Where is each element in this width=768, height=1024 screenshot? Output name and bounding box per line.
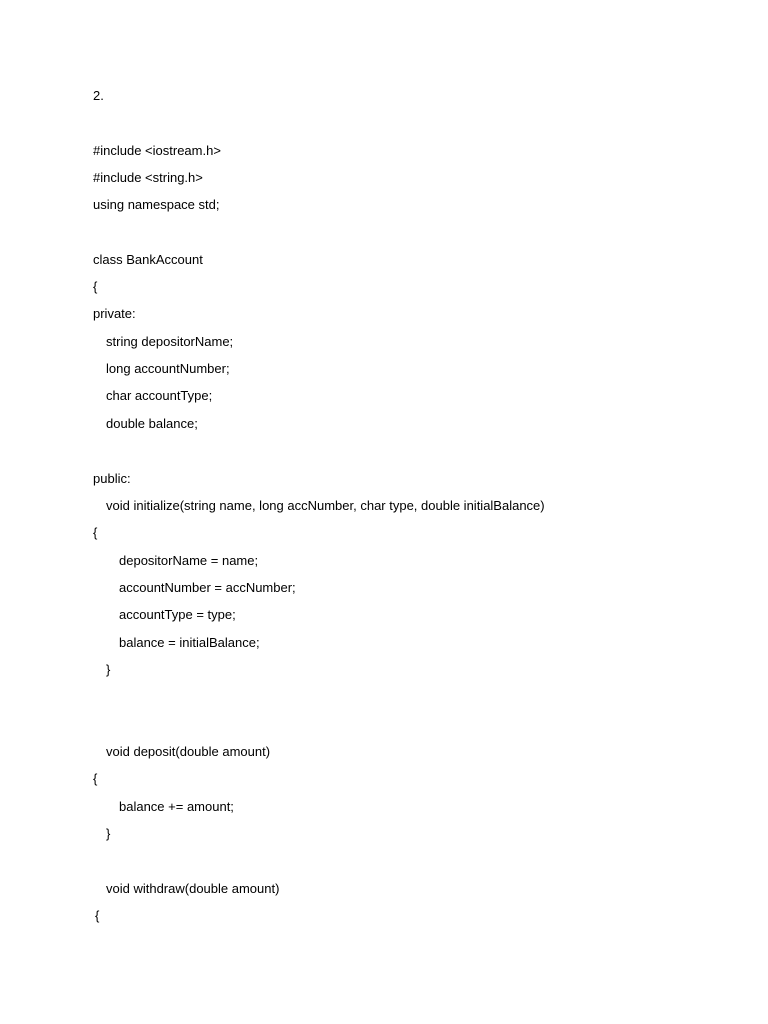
code-line-class-declaration: class BankAccount — [93, 252, 203, 267]
code-line-deposit-signature: void deposit(double amount) — [106, 744, 271, 759]
code-line-private-label: private: — [93, 306, 136, 321]
code-line-withdraw-open-brace: { — [95, 908, 100, 923]
code-line-initialize-signature: void initialize(string name, long accNumber, char type, double initialBalance) — [106, 498, 545, 513]
code-line-assign-balance: balance = initialBalance; — [119, 635, 260, 650]
code-line-withdraw-signature: void withdraw(double amount) — [106, 881, 280, 896]
code-line-assign-account-type: accountType = type; — [119, 607, 236, 622]
code-line-using-namespace: using namespace std; — [93, 197, 220, 212]
code-line-include-string: #include <string.h> — [93, 170, 203, 185]
code-line-deposit-body: balance += amount; — [119, 799, 234, 814]
code-line-depositor-name: string depositorName; — [106, 334, 234, 349]
code-line-deposit-close-brace: } — [106, 826, 111, 841]
code-line-public-label: public: — [93, 471, 131, 486]
code-line-include-iostream: #include <iostream.h> — [93, 143, 221, 158]
code-line-balance: double balance; — [106, 416, 198, 431]
code-line-initialize-close-brace: } — [106, 662, 111, 677]
section-number: 2. — [93, 88, 104, 103]
code-line-class-open-brace: { — [93, 279, 98, 294]
code-line-account-number: long accountNumber; — [106, 361, 230, 376]
code-line-assign-account-number: accountNumber = accNumber; — [119, 580, 296, 595]
code-line-account-type: char accountType; — [106, 388, 213, 403]
code-line-initialize-open-brace: { — [93, 525, 98, 540]
code-line-assign-depositor-name: depositorName = name; — [119, 553, 259, 568]
code-line-deposit-open-brace: { — [93, 771, 98, 786]
